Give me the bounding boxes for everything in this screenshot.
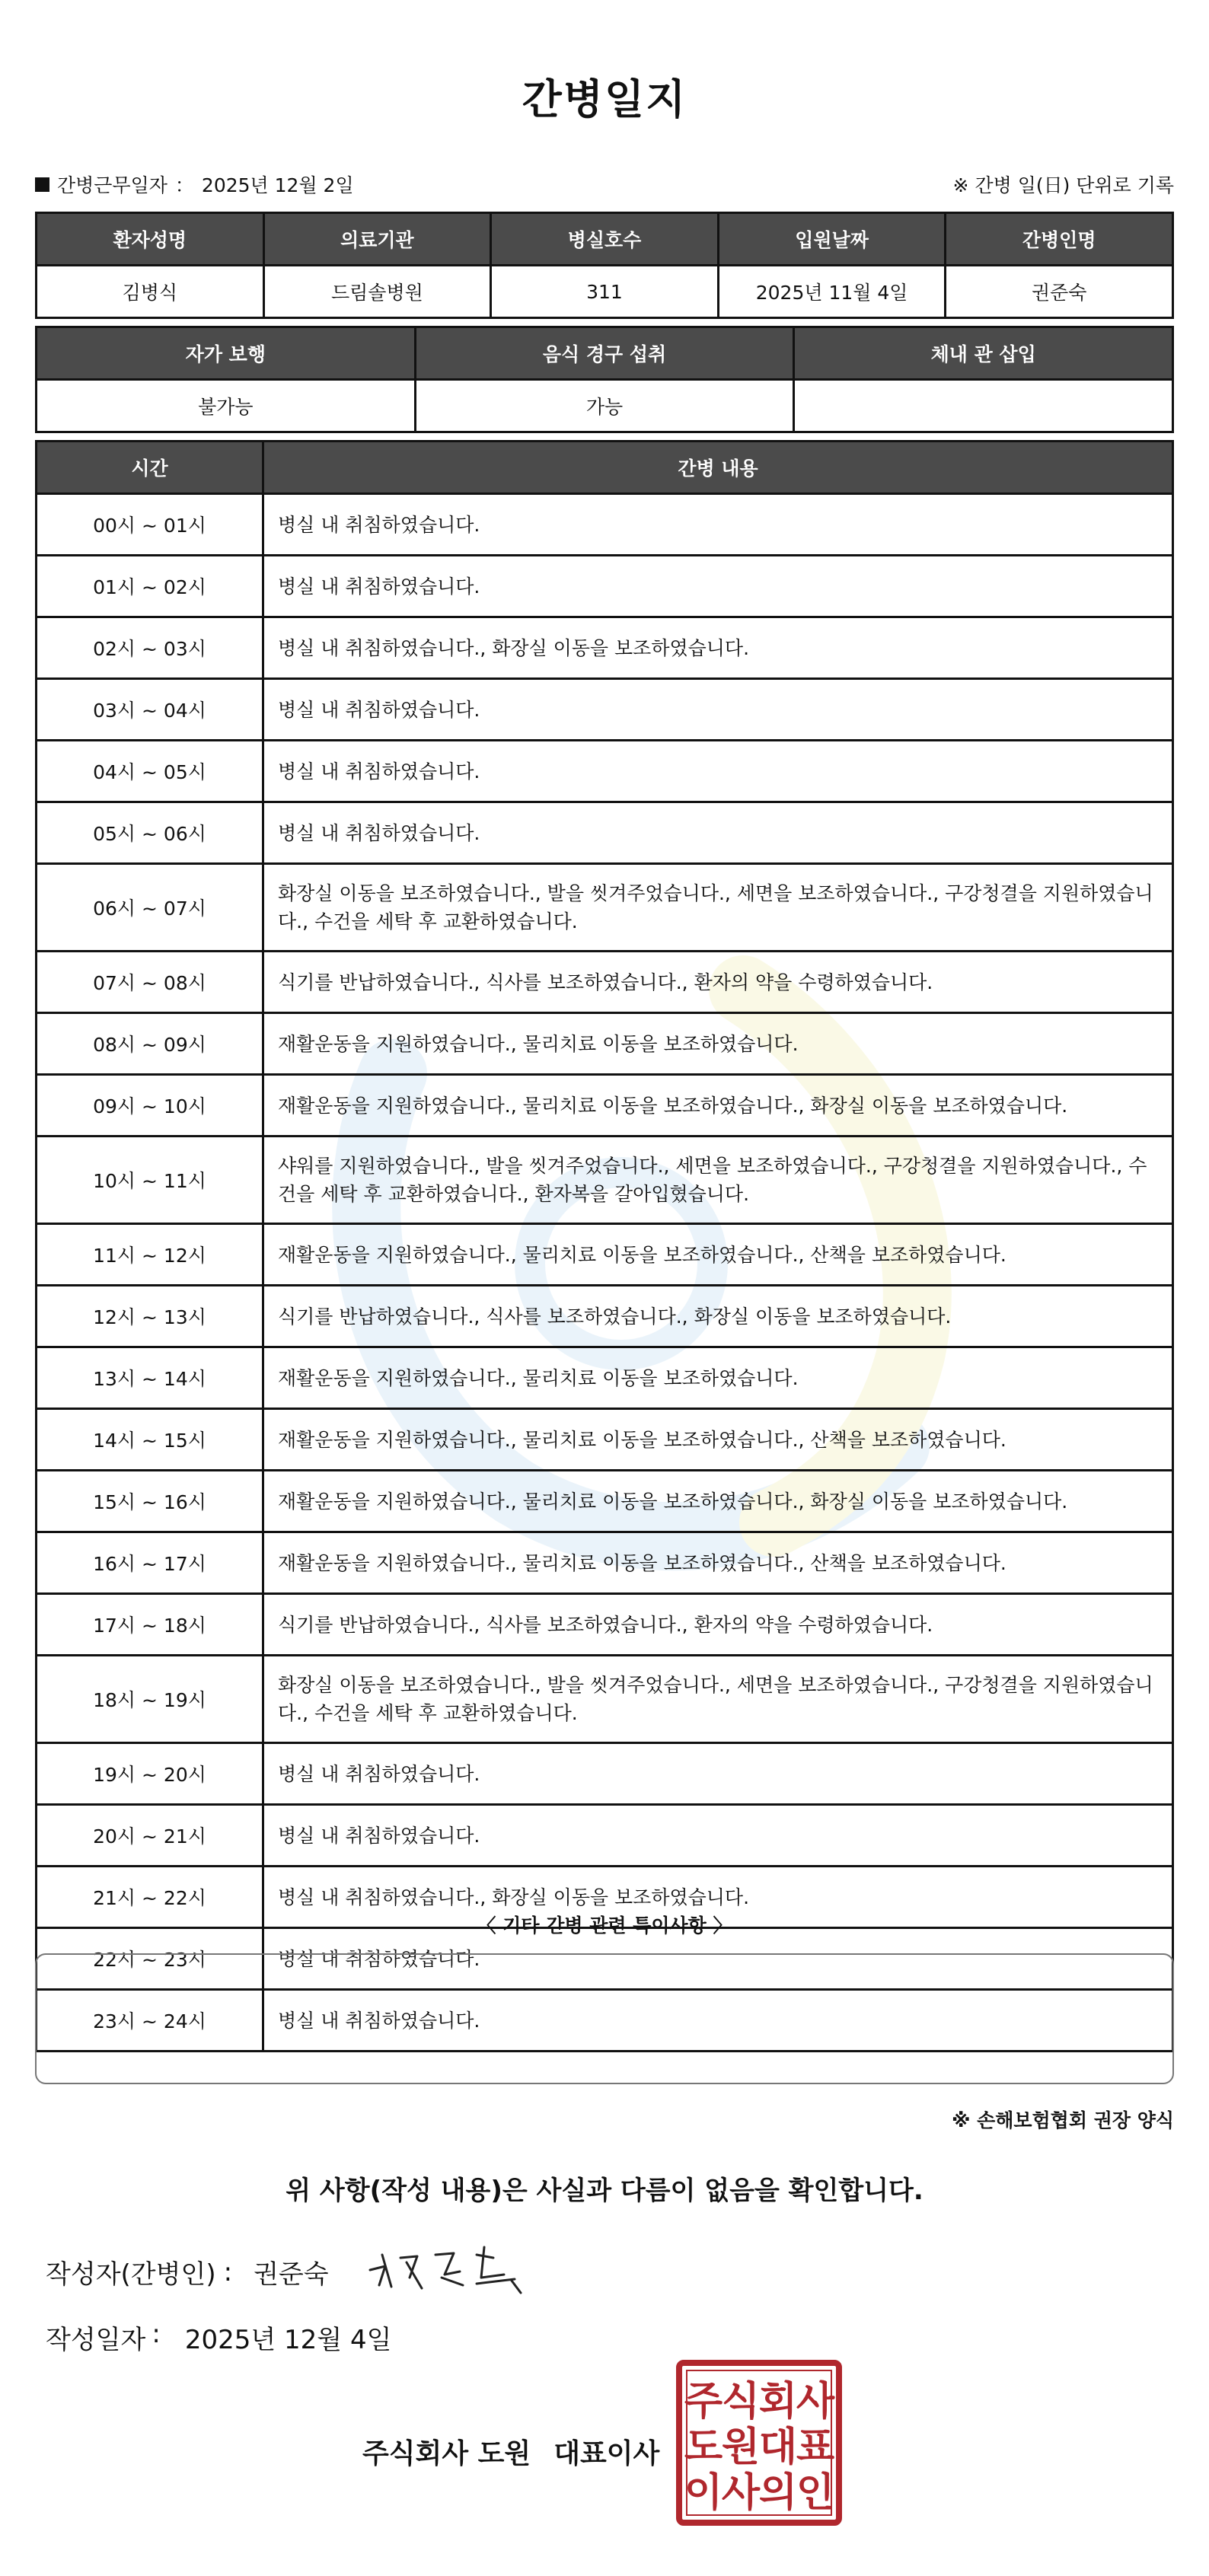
content-cell: 병실 내 취침하였습니다. (263, 1743, 1173, 1805)
header-room-number: 병실호수 (491, 213, 719, 266)
header-self-walking: 자가 보행 (37, 327, 416, 380)
header-caregiver-name: 간병인명 (946, 213, 1173, 266)
work-date-separator: ： (174, 174, 194, 196)
content-cell: 병실 내 취침하였습니다., 화장실 이동을 보조하였습니다. (263, 1867, 1173, 1928)
work-date-value: 2025년 12월 2일 (201, 174, 354, 196)
time-cell: 02시 ~ 03시 (37, 617, 263, 679)
content-cell: 병실 내 취침하였습니다. (263, 802, 1173, 864)
table-row (37, 266, 1173, 318)
table-header-row (37, 213, 1173, 266)
patient-info-table (35, 212, 1174, 319)
content-cell: 병실 내 취침하였습니다. (263, 741, 1173, 802)
patient-status-table (35, 326, 1174, 433)
table-row (37, 1075, 1173, 1137)
table-row (37, 1656, 1173, 1743)
header-hospital: 의료기관 (263, 213, 491, 266)
svg-text:도: 도 (684, 2425, 723, 2470)
time-cell: 18시 ~ 19시 (37, 1656, 263, 1743)
svg-text:원: 원 (721, 2425, 761, 2470)
writer-row (46, 2253, 329, 2291)
work-date (35, 171, 354, 198)
svg-text:주: 주 (684, 2379, 723, 2425)
content-cell: 병실 내 취침하였습니다., 화장실 이동을 보조하였습니다. (263, 617, 1173, 679)
table-row (37, 741, 1173, 802)
unit-note: ※ 간병 일(日) 단위로 기록 (952, 174, 1174, 196)
table-row (37, 1224, 1173, 1286)
written-date-value: 2025년 12월 4일 (184, 2325, 392, 2355)
table-row (37, 1347, 1173, 1409)
time-cell: 03시 ~ 04시 (37, 679, 263, 741)
time-cell: 07시 ~ 08시 (37, 952, 263, 1013)
table-row (37, 952, 1173, 1013)
time-cell: 10시 ~ 11시 (37, 1137, 263, 1224)
time-cell: 00시 ~ 01시 (37, 494, 263, 556)
svg-text:이: 이 (684, 2470, 723, 2516)
content-cell: 병실 내 취침하였습니다. (263, 1805, 1173, 1867)
svg-text:대: 대 (758, 2425, 798, 2470)
company-name: 주식회사 도원 (362, 2438, 531, 2469)
time-cell: 15시 ~ 16시 (37, 1471, 263, 1532)
table-row (37, 1137, 1173, 1224)
content-cell: 재활운동을 지원하였습니다., 물리치료 이동을 보조하였습니다., 화장실 이동을 보조하였습니다. (263, 1471, 1173, 1532)
header-time: 시간 (37, 442, 263, 494)
time-cell: 12시 ~ 13시 (37, 1286, 263, 1347)
notes-title: 〈 기타 간병 관련 특이사항 〉 (477, 1914, 732, 1937)
content-cell: 재활운동을 지원하였습니다., 물리치료 이동을 보조하였습니다., 산책을 보조하였습니다. (263, 1409, 1173, 1471)
time-cell: 20시 ~ 21시 (37, 1805, 263, 1867)
header-tube-insertion: 체내 관 삽입 (794, 327, 1173, 380)
company-seal (675, 2358, 844, 2527)
table-row (37, 1805, 1173, 1867)
content-cell: 화장실 이동을 보조하였습니다., 발을 씻겨주었습니다., 세면을 보조하였습니다., 구강청결을 지원하였습니다., 수건을 세탁 후 교환하였습니다. (263, 864, 1173, 952)
work-date-label: 간병근무일자 (57, 174, 167, 196)
time-cell: 16시 ~ 17시 (37, 1532, 263, 1594)
time-cell: 19시 ~ 20시 (37, 1743, 263, 1805)
content-cell: 재활운동을 지원하였습니다., 물리치료 이동을 보조하였습니다., 산책을 보조하였습니다. (263, 1224, 1173, 1286)
table-row (37, 1409, 1173, 1471)
table-row (37, 1594, 1173, 1656)
content-cell: 화장실 이동을 보조하였습니다., 발을 씻겨주었습니다., 세면을 보조하였습니다., 구강청결을 지원하였습니다., 수건을 세탁 후 교환하였습니다. (263, 1656, 1173, 1743)
content-cell: 병실 내 취침하였습니다. (263, 1928, 1173, 1990)
content-cell: 재활운동을 지원하였습니다., 물리치료 이동을 보조하였습니다. (263, 1013, 1173, 1075)
time-cell: 05시 ~ 06시 (37, 802, 263, 864)
table-row (37, 494, 1173, 556)
writer-separator: : (223, 2256, 233, 2287)
table-row (37, 617, 1173, 679)
header-care-content: 간병 내용 (263, 442, 1173, 494)
table-row (37, 1013, 1173, 1075)
square-bullet-icon (35, 177, 49, 192)
content-cell: 병실 내 취침하였습니다. (263, 556, 1173, 617)
time-cell: 01시 ~ 02시 (37, 556, 263, 617)
company-title: 대표이사 (553, 2438, 660, 2469)
table-row (37, 679, 1173, 741)
table-row (37, 1286, 1173, 1347)
content-cell: 식기를 반납하였습니다., 식사를 보조하였습니다., 환자의 약을 수령하였습니다. (263, 952, 1173, 1013)
content-cell: 병실 내 취침하였습니다. (263, 679, 1173, 741)
content-cell: 재활운동을 지원하였습니다., 물리치료 이동을 보조하였습니다., 산책을 보조하였습니다. (263, 1532, 1173, 1594)
header-oral-intake: 음식 경구 섭취 (415, 327, 794, 380)
svg-text:사: 사 (721, 2470, 761, 2516)
room-number: 311 (491, 266, 719, 318)
table-header-row (37, 327, 1173, 380)
table-row (37, 556, 1173, 617)
svg-text:식: 식 (721, 2379, 761, 2425)
time-cell: 22시 ~ 23시 (37, 1928, 263, 1990)
table-row (37, 864, 1173, 952)
writer-label: 작성자(간병인) (46, 2259, 216, 2290)
hospital-name: 드림솔병원 (263, 266, 491, 318)
content-cell: 병실 내 취침하였습니다. (263, 494, 1173, 556)
time-cell: 21시 ~ 22시 (37, 1867, 263, 1928)
time-cell: 06시 ~ 07시 (37, 864, 263, 952)
table-row (37, 1471, 1173, 1532)
table-row (37, 802, 1173, 864)
content-cell: 병실 내 취침하였습니다. (263, 1990, 1173, 2052)
written-date-separator: : (152, 2319, 161, 2349)
svg-text:의: 의 (758, 2470, 798, 2516)
document-title: 간병일지 (522, 75, 687, 123)
patient-name: 김병식 (37, 266, 264, 318)
written-date-label: 작성일자 (46, 2325, 146, 2355)
time-cell: 04시 ~ 05시 (37, 741, 263, 802)
writer-name: 권준숙 (254, 2259, 329, 2290)
care-log-document (35, 0, 1174, 2576)
table-row (37, 1532, 1173, 1594)
content-cell: 재활운동을 지원하였습니다., 물리치료 이동을 보조하였습니다., 화장실 이동을 보조하였습니다. (263, 1075, 1173, 1137)
svg-text:표: 표 (796, 2425, 835, 2470)
company-signature (362, 2432, 659, 2471)
time-cell: 11시 ~ 12시 (37, 1224, 263, 1286)
svg-text:회: 회 (758, 2379, 798, 2425)
confirm-statement: 위 사항(작성 내용)은 사실과 다름이 없음을 확인합니다. (286, 2176, 923, 2206)
content-cell: 샤워를 지원하였습니다., 발을 씻겨주었습니다., 세면을 보조하였습니다., 구강청결을 지원하였습니다., 수건을 세탁 후 교환하였습니다., 환자복을 갈아입혔습니다. (263, 1137, 1173, 1224)
tube-insertion-value (794, 380, 1173, 432)
table-row (37, 1743, 1173, 1805)
svg-text:인: 인 (796, 2470, 835, 2516)
content-cell: 식기를 반납하였습니다., 식사를 보조하였습니다., 환자의 약을 수령하였습니다. (263, 1594, 1173, 1656)
time-cell: 14시 ~ 15시 (37, 1409, 263, 1471)
care-log-table (35, 440, 1174, 2052)
svg-text:사: 사 (796, 2379, 835, 2425)
header-patient-name: 환자성명 (37, 213, 264, 266)
time-cell: 23시 ~ 24시 (37, 1990, 263, 2052)
oral-intake-value: 가능 (415, 380, 794, 432)
handwritten-signature (362, 2232, 538, 2300)
content-cell: 식기를 반납하였습니다., 식사를 보조하였습니다., 화장실 이동을 보조하였습니다. (263, 1286, 1173, 1347)
recommend-note: ※ 손해보험협회 권장 양식 (952, 2109, 1174, 2131)
header-admission-date: 입원날짜 (718, 213, 946, 266)
table-row (37, 380, 1173, 432)
caregiver-name: 권준숙 (946, 266, 1173, 318)
admission-date: 2025년 11월 4일 (718, 266, 946, 318)
self-walking-value: 불가능 (37, 380, 416, 432)
time-cell: 17시 ~ 18시 (37, 1594, 263, 1656)
time-cell: 08시 ~ 09시 (37, 1013, 263, 1075)
time-cell: 09시 ~ 10시 (37, 1075, 263, 1137)
table-header-row (37, 442, 1173, 494)
content-cell: 재활운동을 지원하였습니다., 물리치료 이동을 보조하였습니다. (263, 1347, 1173, 1409)
notes-box (35, 1953, 1174, 2084)
written-date-row (46, 2319, 391, 2356)
time-cell: 13시 ~ 14시 (37, 1347, 263, 1409)
